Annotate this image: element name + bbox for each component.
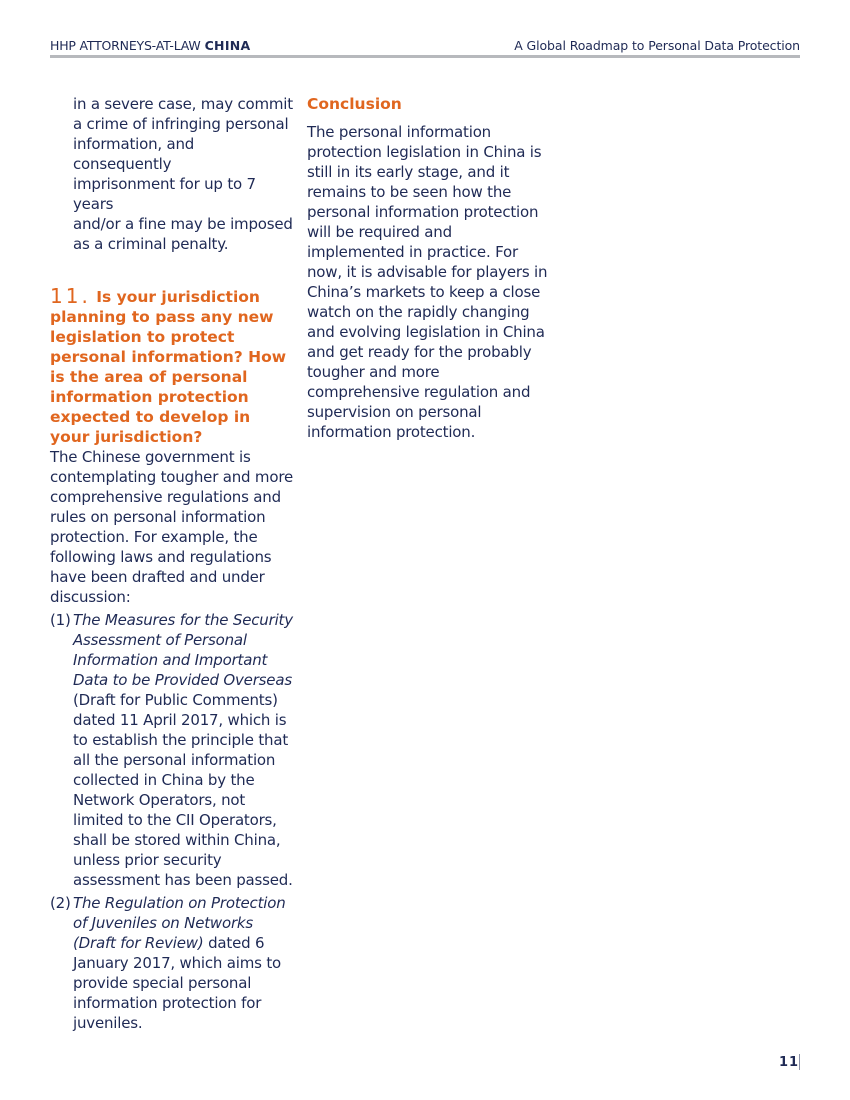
continued-paragraph [50, 94, 295, 254]
header-firm-name: HHP ATTORNEYS-AT-LAW [50, 38, 201, 53]
answer-paragraph: The Chinese government is contemplating tougher and more comprehensive regulations and rules on personal information protection. For example, the following laws and regulations have been drafted and under discussion: [50, 448, 293, 606]
continued-line: in a severe case, may commit [73, 95, 293, 113]
question-heading [50, 286, 295, 447]
continued-line: as a criminal penalty. [73, 235, 229, 253]
continued-line: a crime of infringing personal [73, 115, 289, 133]
list-item [50, 610, 295, 890]
continued-line: imprisonment for up to 7 years [73, 175, 256, 213]
header-firm-block [50, 38, 251, 53]
list-item-description: (Draft for Public Comments) dated 11 April 2017, which is to establish the principle that all the personal information collected in China by the Network Operators, not limited to the CII Operators, shall be stored within China, unless prior security assessment has been passed. [73, 691, 293, 889]
list-item-title: The Regulation on Protection of Juveniles on Networks (Draft for Review) [73, 894, 286, 952]
conclusion-heading: Conclusion [307, 95, 402, 113]
list-item-title: The Measures for the Security Assessment of Personal Information and Important Data to be Provided Overseas [73, 611, 293, 689]
list-item-number: (1) [50, 611, 71, 629]
page-number: 11 [779, 1055, 800, 1070]
continued-line: information, and consequently [73, 135, 195, 173]
list-item-description: dated 6 January 2017, which aims to provide special personal information protection for juveniles. [73, 934, 282, 1032]
conclusion-paragraph: The personal information protection legislation in China is still in its early stage, and it remains to be seen how the personal information protection will be required and implemented in practice. For now, it is advisable for players in China’s markets to keep a close watch on the rapidly changing and evolving legislation in China and get ready for the probably tougher and more comprehensive regulation and supervision on personal information protection. [307, 123, 548, 441]
right-column [307, 94, 552, 442]
legislation-list [50, 610, 295, 1033]
list-item [50, 893, 295, 1033]
left-column [50, 94, 295, 1036]
continued-line: and/or a fine may be imposed [73, 215, 293, 233]
header-publication-title: A Global Roadmap to Personal Data Protection [514, 38, 800, 53]
question-number: 11. [50, 284, 91, 308]
page-header [50, 36, 800, 56]
page-number-divider [799, 1054, 800, 1070]
header-divider [50, 55, 800, 58]
list-item-number: (2) [50, 894, 71, 912]
question-text: Is your jurisdiction planning to pass any new legislation to protect personal information? How is the area of personal information protection expected to develop in your jurisdiction? [50, 288, 287, 446]
header-country: CHINA [204, 38, 251, 53]
